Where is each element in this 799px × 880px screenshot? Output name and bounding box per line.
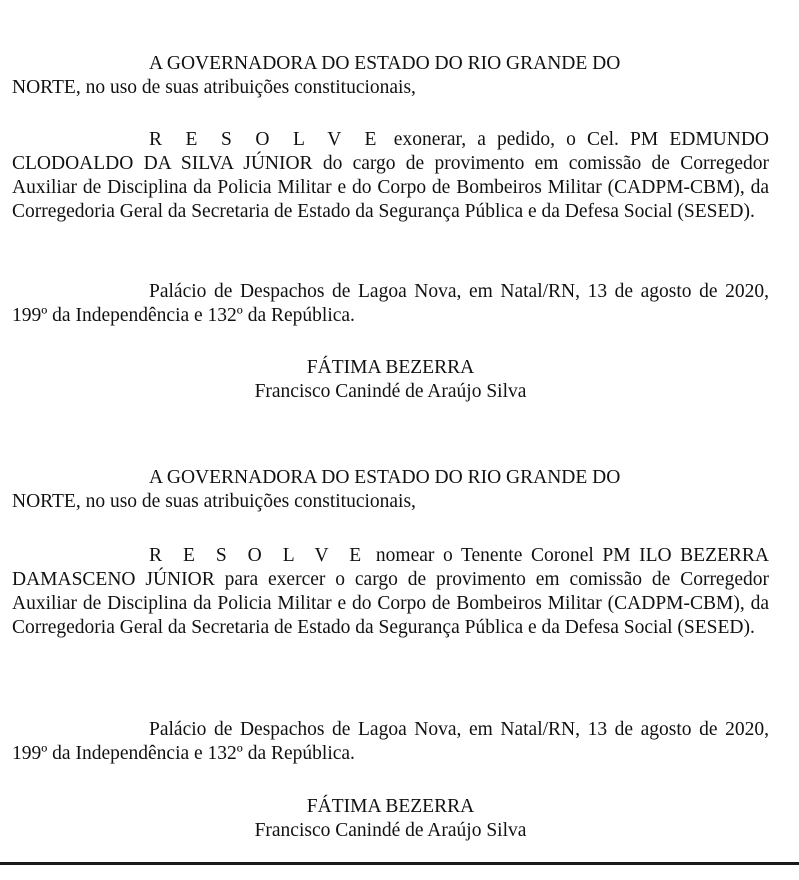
preamble-rest: NORTE, no uso de suas atribuições constitucionais, [12, 491, 416, 512]
preamble-lead: A GOVERNADORA DO ESTADO DO RIO GRANDE DO [149, 467, 621, 488]
resolve-paragraph [12, 544, 769, 640]
place-date: Palácio de Despachos de Lagoa Nova, em Natal/RN, 13 de agosto de 2020, 199º da Independência e 132º da República. [12, 281, 769, 326]
preamble-paragraph [12, 52, 769, 100]
signatory: FÁTIMA BEZERRA [306, 796, 475, 817]
resolve-text: nomear o Tenente Coronel PM ILO BEZERRA DAMASCENO JÚNIOR para exercer o cargo de provimento em comissão de Corregedor Auxiliar de Disciplina da Policia Militar e do Corpo de Bombeiros Militar (CADPM-CBM), da Corregedoria Geral da Secretaria de Estado da Segurança Pública e da Defesa Social (SESED). [12, 545, 769, 638]
resolve-word: R E S O L V E [149, 545, 368, 566]
bottom-divider [0, 862, 799, 865]
place-date-paragraph [12, 280, 769, 328]
place-date: Palácio de Despachos de Lagoa Nova, em Natal/RN, 13 de agosto de 2020, 199º da Independência e 132º da República. [12, 719, 769, 764]
resolve-text: exonerar, a pedido, o Cel. PM EDMUNDO CLODOALDO DA SILVA JÚNIOR do cargo de provimento em comissão de Corregedor Auxiliar de Disciplina da Policia Militar e do Corpo de Bombeiros Militar (CADPM-CBM), da Corregedoria Geral da Secretaria de Estado da Segurança Pública e da Defesa Social (SESED). [12, 129, 769, 222]
resolve-word: R E S O L V E [149, 129, 383, 150]
preamble-lead: A GOVERNADORA DO ESTADO DO RIO GRANDE DO [149, 53, 621, 74]
cosignatory: Francisco Canindé de Araújo Silva [254, 381, 527, 402]
cosignatory: Francisco Canindé de Araújo Silva [254, 820, 527, 841]
resolve-paragraph [12, 128, 769, 224]
place-date-paragraph [12, 718, 769, 766]
signatory: FÁTIMA BEZERRA [306, 357, 475, 378]
preamble-paragraph [12, 466, 769, 514]
preamble-rest: NORTE, no uso de suas atribuições constitucionais, [12, 77, 416, 98]
